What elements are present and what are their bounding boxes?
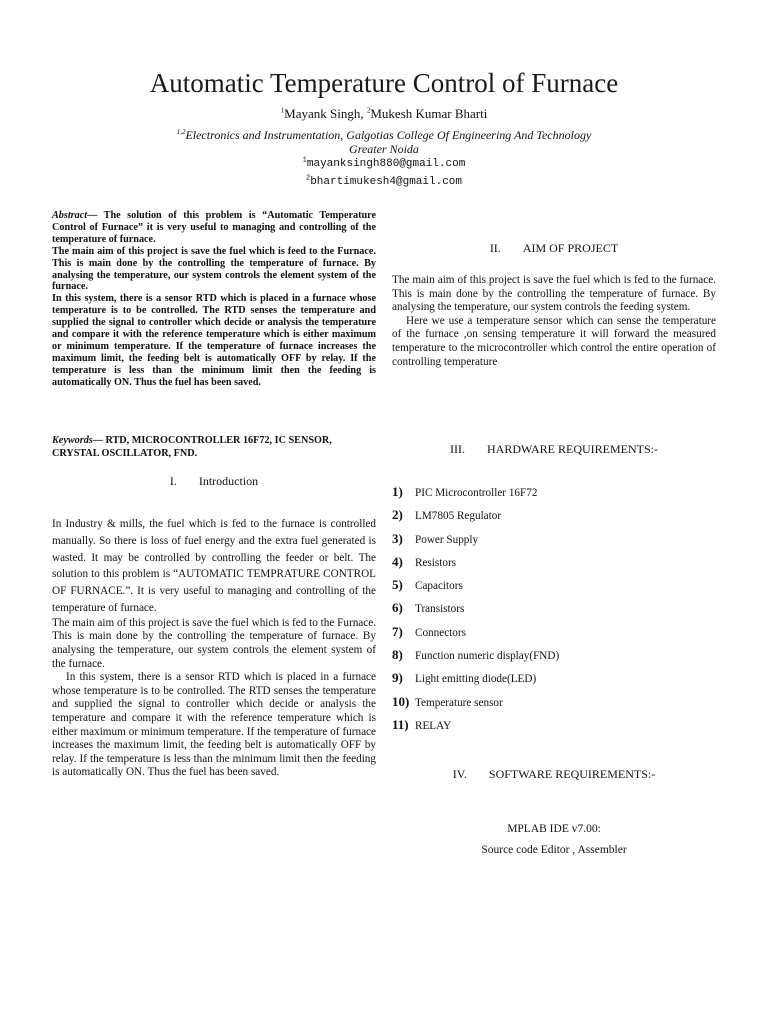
list-item (392, 717, 712, 740)
list-item (392, 554, 712, 577)
email-1 (0, 158, 768, 171)
section-heading-aim (392, 241, 716, 255)
list-item-number: 5) (392, 577, 403, 593)
keywords-dash: — (92, 435, 103, 446)
list-item-number: 9) (392, 670, 403, 686)
section-number: IV. (452, 767, 467, 781)
author-1-superscript: 1 (280, 106, 285, 115)
list-item-text: Light emitting diode(LED) (415, 673, 537, 686)
author-2-name: Mukesh Kumar Bharti (370, 106, 488, 121)
introduction-body (52, 516, 376, 780)
section-number: III. (450, 442, 465, 456)
email-1-superscript: 1 (302, 156, 307, 165)
aim-para-2: Here we use a temperature sensor which can sense the temperature of the furnace ,on sensing temperature it will forward the measured temperature to the microcontroller which control the entire operation of controlling temperature (392, 314, 716, 368)
list-item-number: 8) (392, 647, 403, 663)
list-item (392, 577, 712, 600)
abstract-label: Abstract (52, 210, 88, 221)
aim-body (392, 274, 716, 369)
list-item-number: 10) (392, 693, 410, 709)
list-item-text: Function numeric display(FND) (415, 650, 560, 663)
abstract-para-1 (52, 210, 376, 246)
list-item-text: Connectors (415, 626, 466, 639)
section-number: II. (489, 241, 501, 255)
intro-para-3: In this system, there is a sensor RTD which is placed in a furnace whose temperature is to be controlled. The RTD senses the temperature and supplied the signal to controller which decide or analysis the temperature and compare it with the reference temperature which is either maximum or minimum temperature. If the temperature of furnace increases the maximum limit, the feeding belt is automatically OFF by relay. If the temperature is less than the minimum limit then the feeding is automatically ON. Thus the fuel has been saved. (52, 671, 376, 779)
affiliation-line (0, 128, 768, 142)
section-title: SOFTWARE REQUIREMENTS:- (488, 767, 656, 781)
list-item-text: Capacitors (415, 580, 463, 593)
list-item (392, 647, 712, 670)
keywords-text: RTD, MICROCONTROLLER 16F72, IC SENSOR, CRYSTAL OSCILLATOR, FND. (52, 435, 332, 459)
list-item-number: 3) (392, 530, 403, 546)
list-item (392, 507, 712, 530)
section-title: HARDWARE REQUIREMENTS:- (487, 442, 658, 456)
list-item-text: RELAY (415, 719, 452, 732)
list-item (392, 694, 712, 717)
email-2-text: bhartimukesh4@gmail.com (310, 176, 463, 188)
section-heading-hardware (392, 442, 716, 456)
list-item (392, 531, 712, 554)
list-item-number: 1) (392, 484, 403, 499)
list-item-number: 7) (392, 623, 403, 639)
list-item-text: LM7805 Regulator (415, 510, 502, 523)
list-item-text: Transistors (415, 603, 465, 616)
author-1-name: Mayank Singh, (284, 106, 367, 121)
list-item-number: 11) (392, 716, 409, 732)
keywords (52, 434, 376, 460)
author-line (0, 106, 768, 122)
section-number: I. (169, 474, 177, 488)
left-column (52, 210, 376, 389)
email-2 (0, 176, 768, 189)
list-item (392, 624, 712, 647)
section-title: Introduction (198, 474, 259, 488)
abstract-para-3: In this system, there is a sensor RTD which is placed in a furnace whose temperature is to be controlled. The RTD senses the temperature and supplied the signal to controller which decide or analysis the temperature and compare it with the reference temperature which is either maximum or minimum temperature. If the temperature of furnace increases the maximum limit, the feeding belt is automatically OFF by relay. If the temperature is less than the minimum limit then the feeding is automatically ON. Thus the fuel has been saved. (52, 293, 376, 388)
section-heading-software (392, 767, 716, 781)
list-item-text: PIC Microcontroller 16F72 (415, 487, 538, 499)
email-2-superscript: 2 (305, 174, 311, 183)
hardware-list (392, 484, 712, 740)
email-1-text: mayanksingh880@gmail.com (306, 158, 466, 170)
list-item-number: 2) (392, 507, 403, 523)
abstract-dash: — (87, 210, 98, 221)
affiliation-city: Greater Noida (349, 142, 419, 156)
list-item-text: Resistors (415, 556, 457, 569)
list-item (392, 600, 712, 623)
abstract (52, 210, 376, 389)
list-item-text: Temperature sensor (415, 696, 503, 709)
paper-title: Automatic Temperature Control of Furnace (149, 68, 619, 98)
intro-para-1: In Industry & mills, the fuel which is fed to the furnace is controlled manually. So there is loss of fuel energy and the extra fuel generated is wasted. It may be controlled by controlling the feeder or belt. The solution to this problem is “AUTOMATIC TEMPRATURE CONTROL OF FURNACE.”. It is very useful to managing and controlling of the temperature of furnace. (52, 518, 376, 614)
affiliation-superscript: 1,2 (176, 128, 186, 136)
affiliation-text: Electronics and Instrumentation, Galgotias College Of Engineering And Technology (185, 128, 592, 142)
keywords-label: Keywords (52, 435, 93, 446)
software-line-2: Source code Editor , Assembler (481, 844, 627, 856)
list-item (392, 484, 712, 507)
section-title: AIM OF PROJECT (522, 241, 619, 255)
abstract-para-2: The main aim of this project is save the fuel which is feed to the Furnace. This is main done by the controlling the temperature of furnace. By analysing the temperature, our system controls the element system of the furnace. (52, 245, 376, 293)
software-line-1: MPLAB IDE v7.00: (507, 823, 601, 835)
aim-para-1: The main aim of this project is save the fuel which is fed to the furnace. This is main done by the controlling the temperature of furnace. By analysing the temperature, our system controls the feeding system. (392, 274, 716, 314)
author-2-superscript: 2 (366, 106, 371, 115)
intro-para-2: The main aim of this project is save the fuel which is fed to the Furnace. This is main done by the controlling the temperature of furnace. By analysing the temperature, our system controls the element system of the furnace. (52, 616, 376, 670)
list-item-number: 6) (392, 600, 403, 616)
list-item (392, 670, 712, 693)
list-item-text: Power Supply (415, 533, 479, 546)
abstract-text-1: The solution of this problem is “Automatic Temperature Control of Furnace” it is very useful to managing and controlling of the temperature of furnace. (52, 210, 376, 245)
list-item-number: 4) (392, 553, 403, 569)
section-heading-introduction (52, 474, 376, 488)
